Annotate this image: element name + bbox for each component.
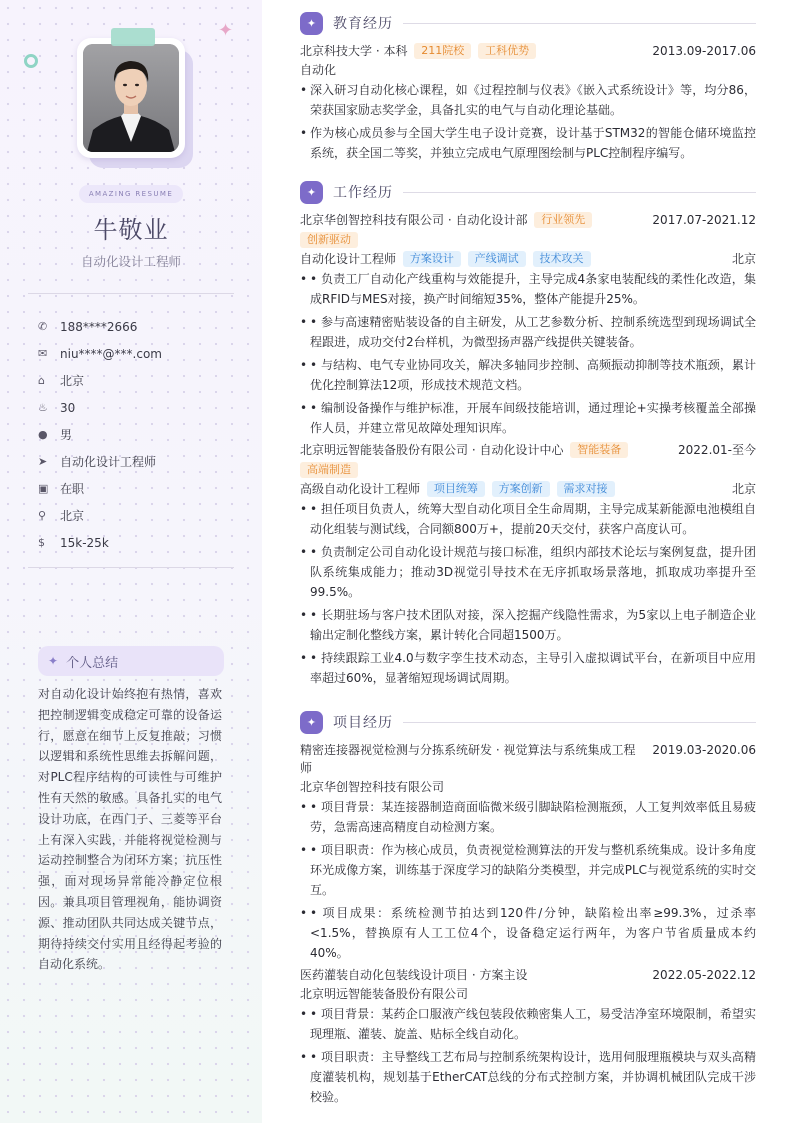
sidebar (0, 0, 262, 1123)
summary-header (38, 646, 224, 676)
sparkle-icon: ✦ (300, 12, 323, 35)
section-rule (403, 722, 756, 723)
project-name: 医药灌装自动化包装线设计项目 · 方案主设 (300, 968, 528, 982)
job-date: 2017.07-2021.12 (652, 213, 756, 227)
list-item: • • 项目背景：某连接器制造商面临微米级引脚缺陷检测瓶颈，人工复判效率低且易疲劳，急需高速高精度自动检测方案。 (300, 797, 756, 837)
mail-icon: ✉ (38, 347, 48, 360)
list-item: • • 项目职责：主导整线工艺布局与控制系统架构设计，选用伺服理瓶模块与双头高精度灌装机构，规划基于EtherCAT总线的分布式控制方案，并协调机械团队完成干涉校验。 (300, 1047, 756, 1107)
job-entry (300, 211, 756, 438)
project-bullets (300, 1004, 756, 1107)
education-section (300, 11, 756, 166)
summary-text: 对自动化设计始终抱有热情，喜欢把控制逻辑变成稳定可靠的设备运行，愿意在细节上反复推敲；习惯以逻辑和系统性思维去拆解问题，对PLC程序结构的可读性与可维护性有天然的敏感。具备扎实的电气设计功底，在西门子、三菱等平台上有深入实践，并能将视觉检测与运动控制整合为闭环方案；抗压性强，面对现场异常能冷静定位根因。兼具项目管理视角，能协调资源、推动团队共同达成关键节点，期待持续交付实用且经得起考验的自动化系统。 (38, 687, 222, 972)
portrait-image (83, 44, 179, 152)
sparkle-icon: ✦ (300, 711, 323, 734)
education-bullets (300, 80, 756, 163)
section-rule (403, 23, 756, 24)
list-item: • • 参与高速精密贴装设备的自主研发，从工艺参数分析、控制系统选型到现场调试全程跟进，成功交付2台样机，为微型扬声器产线提供关键装备。 (300, 312, 756, 352)
contact-info-text: 30 (60, 400, 76, 415)
contact-info-item (38, 367, 238, 394)
education-date: 2013.09-2017.06 (652, 44, 756, 58)
project-company: 北京华创智控科技有限公司 (300, 780, 445, 794)
list-item: • • 项目职责：作为核心成员，负责视觉检测算法的开发与整机系统集成。设计多角度环光成像方案，训练基于深度学习的缺陷分类模型，并完成PLC与视觉系统的实时交互。 (300, 840, 756, 900)
company-tag: 智能装备 (570, 442, 628, 458)
job-city: 北京 (731, 482, 756, 496)
school-tag: 211院校 (414, 43, 471, 59)
list-item: • • 项目背景：某药企口服液产线包装段依赖密集人工，易受洁净室环境限制，希望实现理瓶、灌装、旋盖、贴标全线自动化。 (300, 1004, 756, 1044)
list-item: • • 负责制定公司自动化设计规范与接口标准，组织内部技术论坛与案例复盘，提升团队系统集成能力；推动3D视觉引导技术在无序抓取场景落地，抓取成功率提升至99.5%。 (300, 542, 756, 602)
sparkle-icon: ✦ (218, 20, 234, 41)
list-item: • 深入研习自动化核心课程，如《过程控制与仪表》《嵌入式系统设计》等，均分86，荣获国家励志奖学金，具备扎实的电气与自动化理论基础。 (300, 80, 756, 120)
project-entry (300, 966, 756, 1107)
work-section (300, 180, 756, 691)
birthday-cake-icon: ♨ (38, 401, 48, 414)
list-item: • • 负责工厂自动化产线重构与效能提升，主导完成4条家电装配线的柔性化改造，集成RFID与MES对接，换产时间缩短35%，整体产能提升25%。 (300, 269, 756, 309)
project-date: 2019.03-2020.06 (652, 743, 756, 757)
contact-info-text: 北京 (60, 509, 85, 523)
contact-info-item (38, 313, 238, 340)
job-date: 2022.01-至今 (678, 443, 756, 457)
project-bullets (300, 797, 756, 963)
list-item: • • 长期驻场与客户技术团队对接，深入挖掘产线隐性需求，为5家以上电子制造企业输出定制化整线方案，累计转化合同超1500万。 (300, 605, 756, 645)
list-item: • • 持续跟踪工业4.0与数字孪生技术动态，主导引入虚拟调试平台，在新项目中应用率超过60%，显著缩短现场调试周期。 (300, 648, 756, 688)
divider (28, 293, 234, 294)
avatar (83, 44, 179, 152)
school-tag: 工科优势 (478, 43, 536, 59)
sparkle-icon: ✦ (48, 654, 59, 668)
major: 自动化 (300, 63, 337, 77)
contact-info-item (38, 529, 238, 556)
section-title: 工作经历 (333, 185, 393, 201)
salary-icon: $ (38, 536, 45, 549)
contact-info-text: 自动化设计工程师 (60, 455, 157, 469)
divider (28, 567, 234, 568)
role-title: 自动化设计工程师 (300, 252, 397, 266)
company-tag: 高端制造 (300, 462, 358, 478)
profile-photo-frame (77, 38, 185, 160)
list-item: • • 担任项目负责人，统筹大型自动化项目全生命周期，主导完成某新能源电池模组自动化组装与测试线，合同额800万+，提前20天交付，获客户高度认可。 (300, 499, 756, 539)
school-name: 北京科技大学 · 本科 (300, 44, 408, 58)
role-tag: 产线调试 (468, 251, 526, 267)
role-row (300, 479, 756, 499)
project-date: 2022.05-2022.12 (652, 968, 756, 982)
list-item: • • 与结构、电气专业协同攻关，解决多轴同步控制、高频振动抑制等技术瓶颈，累计优化控制算法12项，形成技术规范文档。 (300, 355, 756, 395)
send-icon: ➤ (38, 455, 48, 468)
home-icon: ⌂ (38, 374, 45, 387)
gender-icon: ● (38, 428, 48, 441)
contact-info-text: 188****2666 (60, 319, 138, 334)
role-tag: 技术攻关 (533, 251, 591, 267)
job-city: 北京 (731, 252, 756, 266)
photo-card (77, 38, 185, 158)
phone-icon: ✆ (38, 320, 48, 333)
contact-info-text: niu****@***.com (60, 346, 162, 361)
company-tag: 创新驱动 (300, 232, 358, 248)
job-entry (300, 441, 756, 688)
location-pin-icon: ⚲ (38, 509, 47, 522)
section-title: 项目经历 (333, 715, 393, 731)
section-header (300, 11, 756, 35)
contact-info-item (38, 421, 238, 448)
role-tag: 需求对接 (557, 481, 615, 497)
role-tag: 方案创新 (492, 481, 550, 497)
sparkle-icon: ✦ (300, 181, 323, 204)
summary-title: 个人总结 (66, 655, 119, 671)
company-name: 北京华创智控科技有限公司 · 自动化设计部 (300, 213, 528, 227)
role-tag: 项目统筹 (427, 481, 485, 497)
contact-info-text: 15k-25k (60, 535, 109, 550)
contact-info-text: 北京 (60, 374, 85, 388)
list-item: • • 编制设备操作与维护标准，开展车间级技能培训，通过理论+实操考核覆盖全部操作人员，并建立常见故障处理知识库。 (300, 398, 756, 438)
contact-info-item (38, 394, 238, 421)
contact-info-item (38, 475, 238, 502)
list-item: • 作为核心成员参与全国大学生电子设计竞赛，设计基于STM32的智能仓储环境监控系统，获全国二等奖，并独立完成电气原理图绘制与PLC控制程序编写。 (300, 123, 756, 163)
project-name: 精密连接器视觉检测与分拣系统研发 · 视觉算法与系统集成工程师 (300, 743, 636, 775)
contact-info-item (38, 502, 238, 529)
company-name: 北京明远智能装备股份有限公司 · 自动化设计中心 (300, 443, 564, 457)
project-company: 北京明远智能装备股份有限公司 (300, 987, 469, 1001)
job-bullets (300, 499, 756, 688)
resume-badge: AMAZING RESUME (79, 185, 183, 203)
candidate-name: 牛敬业 (93, 216, 169, 244)
photo-tape (111, 28, 155, 46)
projects-section (300, 710, 756, 1110)
company-tag: 行业领先 (534, 212, 592, 228)
candidate-title: 自动化设计工程师 (80, 254, 181, 269)
job-bullets (300, 269, 756, 438)
role-row (300, 249, 756, 269)
project-entry (300, 741, 756, 963)
briefcase-icon: ▣ (38, 482, 49, 495)
section-header (300, 710, 756, 734)
role-title: 高级自动化设计工程师 (300, 482, 421, 496)
contact-info-text: 在职 (60, 482, 85, 496)
decorative-ring (24, 54, 38, 68)
role-tag: 方案设计 (403, 251, 461, 267)
contact-info-item (38, 448, 238, 475)
education-entry-header (300, 42, 756, 60)
section-title: 教育经历 (333, 16, 393, 32)
contact-info-list (38, 313, 238, 556)
contact-info-item (38, 340, 238, 367)
section-header (300, 180, 756, 204)
contact-info-text: 男 (60, 428, 73, 442)
list-item: • • 项目成果：系统检测节拍达到120件/分钟，缺陷检出率≥99.3%，过杀率<1.5%，替换原有人工工位4个，设备稳定运行两年，为客户节省质量成本约40%。 (300, 903, 756, 963)
section-rule (403, 192, 756, 193)
